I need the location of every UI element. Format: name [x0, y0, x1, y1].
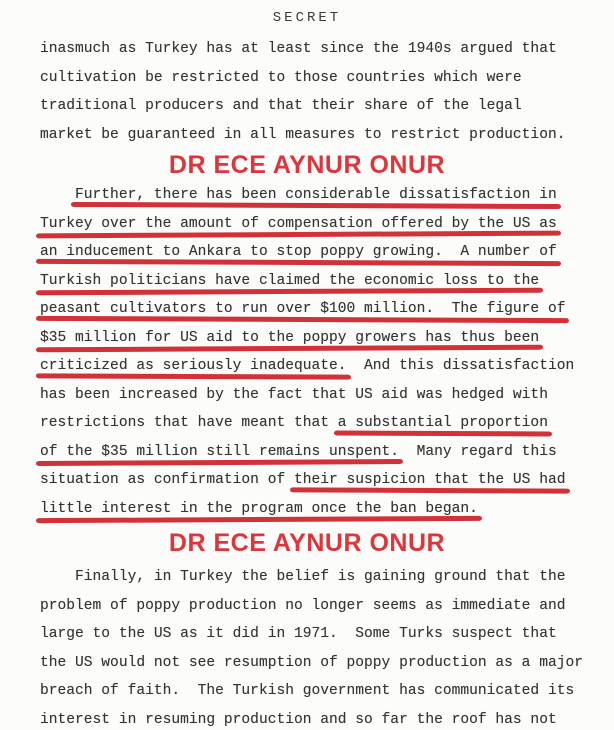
document-body [0, 35, 614, 730]
text-line [40, 592, 614, 621]
text-line [40, 35, 614, 64]
text-line [40, 620, 614, 649]
red-underlined-text: Further, there has been considerable dissatisfaction in [75, 187, 557, 203]
red-underlined-text: Turkey over the amount of compensation offered by the US as [40, 215, 557, 232]
text-line [40, 381, 614, 410]
text-line [40, 181, 614, 210]
inserted-name-heading-2: DR ECE AYNUR ONUR [168, 529, 446, 557]
red-underlined-text: their suspicion that the US had [293, 472, 566, 488]
text-line [40, 563, 614, 592]
text-segment [40, 569, 75, 585]
red-underlined-text: an inducement to Ankara to stop poppy growing. A number of [40, 244, 557, 260]
inserted-name-heading-1: DR ECE AYNUR ONUR [168, 151, 446, 179]
text-segment: interest in resuming production and so far the roof has not [40, 711, 557, 728]
text-line [40, 64, 614, 93]
text-line [40, 409, 614, 438]
paragraph-1 [0, 35, 614, 149]
text-segment: And this dissatisfaction [346, 358, 575, 374]
red-underlined-text: peasant cultivators to run over $100 million. The figure of [40, 301, 566, 317]
red-underlined-text: criticized as seriously inadequate. [40, 358, 347, 374]
text-line [40, 495, 614, 524]
red-underlined-text: of the $35 million still remains unspent. [40, 443, 400, 460]
text-line [40, 324, 614, 353]
text-segment: market be guaranteed in all measures to restrict production. [40, 126, 566, 143]
red-underlined-text: Turkish politicians have claimed the economic loss to the [40, 272, 540, 289]
text-line [40, 352, 614, 381]
text-segment: Finally, in Turkey the belief is gaining ground that the [75, 569, 566, 585]
text-line [40, 92, 614, 121]
text-line [40, 466, 614, 495]
red-underlined-text: a substantial proportion [337, 415, 548, 431]
text-line [40, 438, 614, 467]
text-segment: restrictions that have meant that [40, 415, 338, 431]
text-line [40, 677, 614, 706]
text-segment: Many regard this [399, 443, 557, 460]
text-line [40, 121, 614, 150]
text-segment: situation as confirmation of [40, 472, 294, 488]
text-segment: large to the US as it did in 1971. Some Turks suspect that [40, 626, 557, 642]
red-underlined-text: little interest in the program once the ban began. [40, 500, 478, 517]
text-segment: has been increased by the fact that US aid was hedged with [40, 386, 548, 403]
text-segment: inasmuch as Turkey has at least since the 1940s argued that [40, 41, 557, 57]
text-segment [40, 187, 75, 203]
red-underlined-text: $35 million for US aid to the poppy growers has thus been [40, 329, 540, 346]
text-line [40, 238, 614, 267]
paragraph-3 [0, 563, 614, 730]
text-segment: problem of poppy production no longer seems as immediate and [40, 597, 566, 614]
text-segment: cultivation be restricted to those countries which were [40, 69, 522, 86]
text-segment: traditional producers and that their share of the legal [40, 98, 522, 114]
text-line [40, 295, 614, 324]
text-line [40, 210, 614, 239]
text-line [40, 267, 614, 296]
classification-banner: SECRET [272, 10, 342, 26]
text-line [40, 706, 614, 730]
text-segment: breach of faith. The Turkish government has communicated its [40, 683, 575, 699]
text-line [40, 649, 614, 678]
paragraph-2 [0, 181, 614, 523]
text-segment: the US would not see resumption of poppy production as a major [40, 654, 583, 671]
